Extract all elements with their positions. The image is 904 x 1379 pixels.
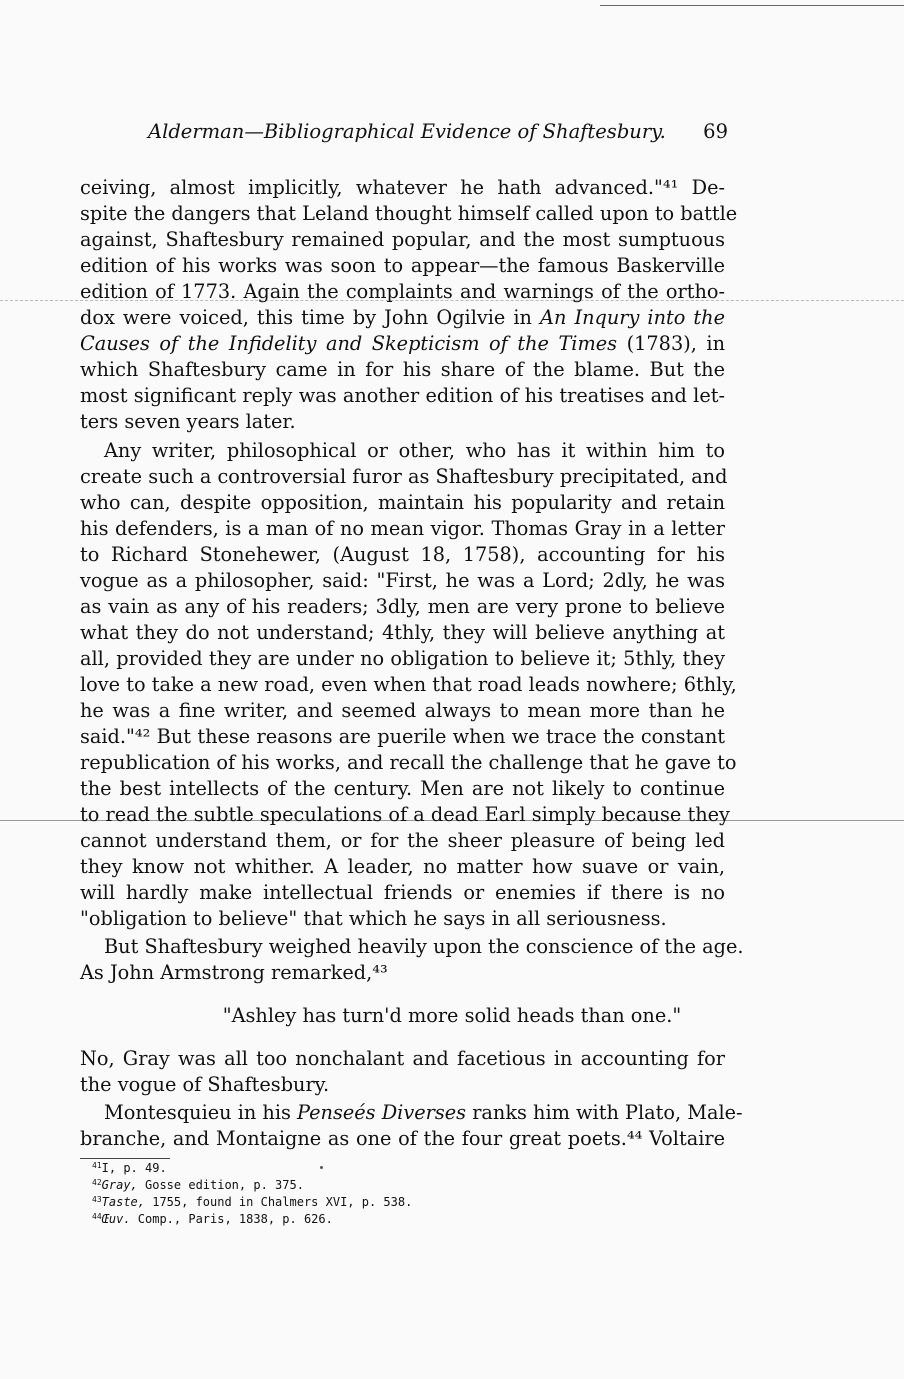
text-line: create such a controversial furor as Shaftesbury precipitated, and [80,465,728,488]
footnote-number: 44 [92,1212,102,1221]
text-line: his defenders, is a man of no mean vigor. Thomas Gray in a letter [80,517,725,540]
footnote-text: Gosse edition, p. 375. [137,1178,304,1192]
text-line: he was a fine writer, and seemed always to mean more than he [80,699,725,722]
footnote-number: 43 [92,1195,102,1204]
text-line: as vain as any of his readers; 3dly, men are very prone to believe [80,595,725,618]
text-line: said."⁴² But these reasons are puerile when we trace the constant [80,725,725,748]
footnote-text: Comp., Paris, 1838, p. 626. [130,1212,333,1226]
text-run: Montesquieu in his [104,1101,298,1124]
footnote [92,1160,167,1177]
text-line: As John Armstrong remarked,⁴³ [80,961,388,984]
text-line: edition of his works was soon to appear—the famous Baskerville [80,254,725,277]
text-line: the vogue of Shaftesbury. [80,1073,330,1096]
text-run: dox were voiced, this time by John Ogilvie in [80,306,541,329]
page-number: 69 [703,120,728,143]
text-line: most significant reply was another edition of his treatises and let- [80,384,725,407]
text-run: (1783), in [617,332,725,355]
footnote-text: 1755, found in Chalmers XVI, p. 538. [145,1195,413,1209]
text-line [80,305,725,331]
footnote [92,1194,412,1211]
footnote [92,1177,304,1194]
text-line: cannot understand them, or for the sheer pleasure of being led [80,829,725,852]
text-line: vogue as a philosopher, said: "First, he was a Lord; 2dly, he was [80,569,725,592]
text-line [80,331,725,357]
text-line: spite the dangers that Leland thought himself called upon to battle [80,202,738,225]
book-title-italic: Causes of the Infidelity and Skepticism of the Times [80,332,618,355]
text-line: they know not whither. A leader, no matter how suave or vain, [80,855,725,878]
text-line: Any writer, philosophical or other, who has it within him to [104,439,725,462]
text-line: which Shaftesbury came in for his share of the blame. But the [80,358,725,381]
text-line: branche, and Montaigne as one of the four great poets.⁴⁴ Voltaire [80,1127,725,1150]
text-line: to read the subtle speculations of a dead Earl simply because they [80,803,730,826]
text-line: But Shaftesbury weighed heavily upon the conscience of the age. [104,935,744,958]
footnote-rule [80,1158,170,1159]
footnote-italic: Gray, [101,1178,138,1192]
text-line: "obligation to believe" that which he says in all seriousness. [80,907,667,930]
footnote-italic: Taste, [101,1195,145,1209]
running-title: Alderman—Bibliographical Evidence of Shaftesbury. [148,120,666,143]
scan-speck [320,1166,323,1169]
footnote-number: 42 [92,1178,102,1187]
text-line: what they do not understand; 4thly, they will believe anything at [80,621,725,644]
text-line: against, Shaftesbury remained popular, and the most sumptuous [80,228,725,251]
footnote-italic: Œuv. [101,1212,131,1226]
text-line: No, Gray was all too nonchalant and facetious in accounting for [80,1047,725,1070]
text-line: republication of his works, and recall the challenge that he gave to [80,751,737,774]
text-line: ceiving, almost implicitly, whatever he hath advanced."⁴¹ De- [80,176,725,199]
book-title-italic: An Inqury into the [540,306,725,329]
book-title-italic: Penseés Diverses [297,1101,467,1124]
text-line: all, provided they are under no obligation to believe it; 5thly, they [80,647,725,670]
text-line: will hardly make intellectual friends or enemies if there is no [80,881,725,904]
scan-edge-line [600,5,904,6]
text-line: who can, despite opposition, maintain his popularity and retain [80,491,725,514]
text-line: to Richard Stonehewer, (August 18, 1758), accounting for his [80,543,725,566]
running-header [148,120,728,146]
verse-quotation: "Ashley has turn'd more solid heads than one." [222,1004,682,1027]
footnote-text: I, p. 49. [101,1161,167,1175]
text-line: edition of 1773. Again the complaints and warnings of the ortho- [80,280,725,303]
text-line: the best intellects of the century. Men are not likely to continue [80,777,725,800]
footnote [92,1211,333,1228]
text-line: love to take a new road, even when that road leads nowhere; 6thly, [80,673,737,696]
text-line [104,1100,743,1126]
text-line: ters seven years later. [80,410,296,433]
footnote-number: 41 [92,1161,102,1170]
text-run: ranks him with Plato, Male- [466,1101,743,1124]
